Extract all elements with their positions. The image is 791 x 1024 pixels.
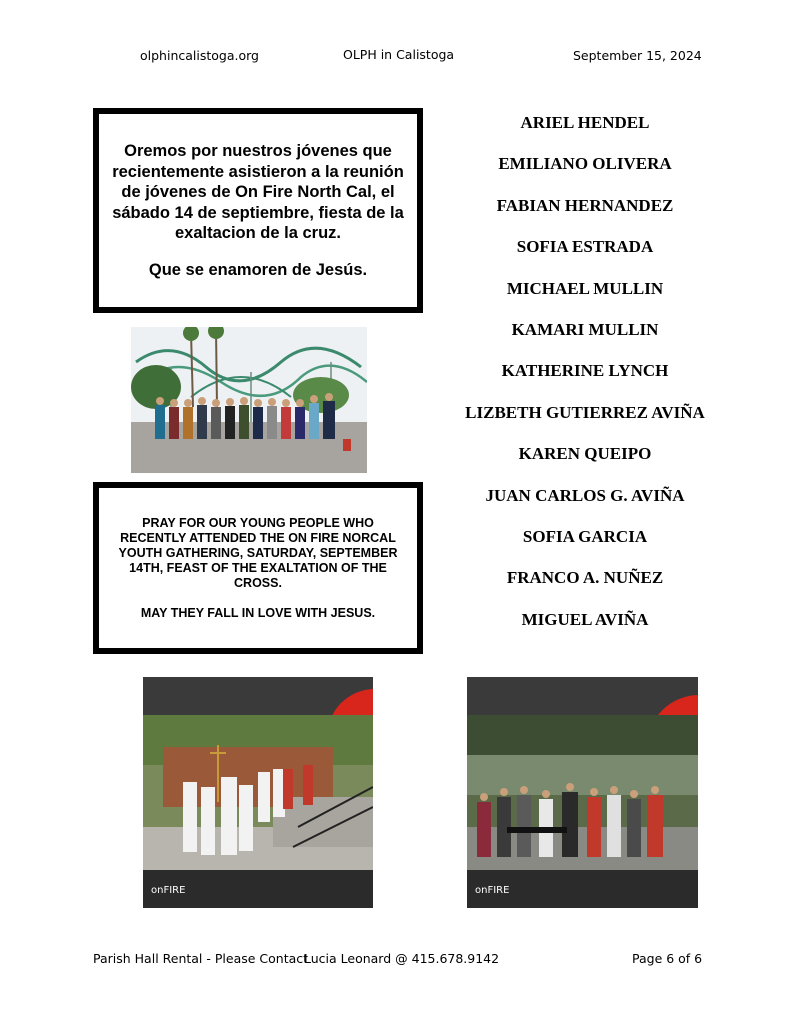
onfire-logo: onFIRE — [151, 885, 186, 896]
header-website: olphincalistoga.org — [140, 48, 259, 63]
prayer-english-text: PRAY FOR OUR YOUNG PEOPLE WHO RECENTLY ATTENDED THE ON FIRE NORCAL YOUTH GATHERING, SATURDAY, SEPTEMBER 14TH, FEAST OF THE EXALTATION OF THE CROSS. — [118, 515, 398, 590]
prayer-english-closing: MAY THEY FALL IN LOVE WITH JESUS. — [140, 605, 376, 620]
group-photo — [131, 327, 367, 473]
footer-contact: Lucia Leonard @ 415.678.9142 — [304, 951, 500, 966]
footer-page-number: Page 6 of 6 — [632, 951, 703, 966]
procession-poster — [143, 677, 373, 908]
attendee-name: MICHAEL MULLIN — [506, 278, 664, 298]
header-date: September 15, 2024 — [573, 48, 702, 63]
procession-poster-image — [143, 677, 373, 908]
attendee-name: LIZBETH GUTIERREZ AVIÑA — [465, 402, 705, 422]
music-ministry-poster — [467, 677, 698, 908]
attendee-name: EMILIANO OLIVERA — [498, 154, 672, 174]
attendee-name: FABIAN HERNANDEZ — [496, 195, 674, 215]
group-photo-image — [131, 327, 367, 473]
attendee-name: KATHERINE LYNCH — [501, 361, 669, 381]
attendee-name: SOFIA GARCIA — [522, 526, 648, 546]
attendee-names-list — [440, 111, 730, 649]
footer-rental: Parish Hall Rental - Please Contact — [93, 951, 309, 966]
attendee-name: SOFIA ESTRADA — [516, 237, 654, 257]
attendee-name: ARIEL HENDEL — [520, 113, 650, 132]
prayer-box-spanish — [93, 108, 423, 313]
onfire-logo: onFIRE — [475, 885, 510, 896]
attendee-name: MIGUEL AVIÑA — [521, 609, 649, 629]
attendee-name: KAMARI MULLIN — [511, 319, 659, 339]
attendee-name: JUAN CARLOS G. AVIÑA — [485, 485, 685, 505]
music-ministry-poster-image — [467, 677, 698, 908]
prayer-spanish-text: Oremos por nuestros jóvenes que recientemente asistieron a la reunión de jóvenes de On Fire North Cal, el sábado 14 de septiembre, fiesta de la exaltacion de la cruz. — [112, 142, 404, 242]
header-title: OLPH in Calistoga — [343, 47, 455, 62]
prayer-spanish-closing: Que se enamoren de Jesús. — [148, 260, 368, 279]
attendee-name: FRANCO A. NUÑEZ — [506, 568, 664, 588]
prayer-box-english — [93, 482, 423, 654]
attendee-name: KAREN QUEIPO — [518, 444, 652, 464]
